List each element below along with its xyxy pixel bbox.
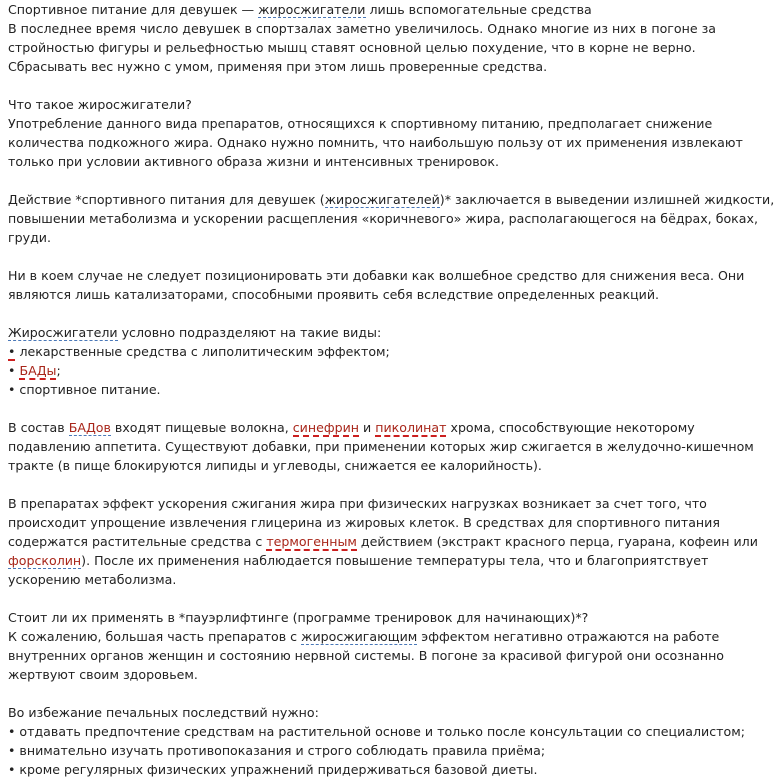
text: ; <box>56 363 61 378</box>
keyword-fat-burners: жиросжигатели <box>258 2 366 17</box>
list-item <box>8 361 777 380</box>
keyword-fat-burners: жиросжигателей <box>324 192 440 207</box>
title-text: Спортивное питание для девушек — <box>8 2 259 17</box>
types-intro <box>8 323 777 342</box>
text: хрома, способствующие некоторому подавлению аппетита. Существуют добавки, при применении которых жир сжигается в желудочно-кишечном тракте (в пище блокируются липиды и углеводы, снижается ее калорийность). <box>8 420 754 473</box>
types-list <box>8 342 777 399</box>
keyword-fat-burners: Жиросжигатели <box>8 325 118 340</box>
text: )* заключается в выведении излишней жидкости, повышении метаболизма и ускорении расщепления «коричневого» жира, располагающегося на бёдрах, боках, груди. <box>8 192 775 245</box>
link-thermogenic[interactable]: термогенным <box>266 534 357 549</box>
bullet: • <box>8 344 16 359</box>
title-text-end: лишь вспомогательные средства <box>365 2 592 17</box>
keyword-fat-burning: жиросжигающим <box>301 629 418 644</box>
link-forskolin[interactable]: форсколин <box>8 553 82 568</box>
text: эффектом негативно отражаются на работе внутренних органов женщин и состоянию нервной системы. В погоне за красивой фигурой они осознанно жертвуют своим здоровьем. <box>8 629 725 682</box>
intro-paragraph: В последнее время число девушек в спортзалах заметно увеличилось. Однако многие из них в погоне за стройностью фигуры и рельефностью мышц ставят основной целью похудение, что в корне не верно. Сбрасывать вес нужно с умом, применяя при этом лишь проверенные средства. <box>8 21 717 74</box>
bullet: • <box>8 363 20 378</box>
paragraph-usage: Употребление данного вида препаратов, относящихся к спортивному питанию, предполагает снижение количества подкожного жира. Однако нужно помнить, что наибольшую пользу от их применения извлекают только при условии активного образа жизни и интенсивных тренировок. <box>8 116 743 169</box>
paragraph-regret <box>8 627 777 684</box>
link-synephrine[interactable]: синефрин <box>292 420 360 435</box>
paragraph-warning: Ни в коем случае не следует позиционировать эти добавки как волшебное средство для снижения веса. Они являются лишь катализаторами, способными проявить себя вследствие определенных реакций. <box>8 268 745 302</box>
text: и <box>359 420 376 435</box>
section-question-what: Что такое жиросжигатели? <box>8 97 192 112</box>
article-title <box>8 0 777 19</box>
paragraph-composition <box>8 418 777 475</box>
paragraph-action <box>8 190 777 247</box>
list-item: • отдавать предпочтение средствам на растительной основе и только после консультации со специалистом; <box>8 724 745 739</box>
section-question-powerlifting: Стоит ли их применять в *пауэрлифтинге (программе тренировок для начинающих)*? <box>8 610 589 625</box>
types-block <box>8 323 777 399</box>
text: К сожалению, большая часть препаратов с <box>8 629 302 644</box>
list-item: • спортивное питание. <box>8 382 161 397</box>
text: условно подразделяют на такие виды: <box>117 325 382 340</box>
text: входят пищевые волокна, <box>110 420 293 435</box>
avoid-block <box>8 703 777 779</box>
list-item <box>8 342 777 361</box>
link-bady[interactable]: БАДы <box>19 363 57 378</box>
list-item: • внимательно изучать противопоказания и строго соблюдать правила приёма; <box>8 743 546 758</box>
paragraph-effect <box>8 494 777 589</box>
link-badov[interactable]: БАДов <box>68 420 111 435</box>
text: действием (экстракт красного перца, гуарана, кофеин или <box>356 534 758 549</box>
text: Действие *спортивного питания для девушек ( <box>8 192 325 207</box>
text: ). После их применения наблюдается повышение температуры тела, что и благоприятствует ускорению метаболизма. <box>8 553 709 587</box>
text: В препаратах эффект ускорения сжигания жира при физических нагрузках возникает за счет того, что происходит упрощение извлечения глицерина из жировых клеток. В средствах для спортивного питания содержатся растительные средства с <box>8 496 720 549</box>
link-picolinate[interactable]: пиколинат <box>375 420 447 435</box>
avoid-list <box>8 722 777 779</box>
text: лекарственные средства с липолитическим эффектом; <box>15 344 390 359</box>
text: В состав <box>8 420 69 435</box>
avoid-intro: Во избежание печальных последствий нужно: <box>8 705 319 720</box>
list-item: • кроме регулярных физических упражнений придерживаться базовой диеты. <box>8 762 538 777</box>
